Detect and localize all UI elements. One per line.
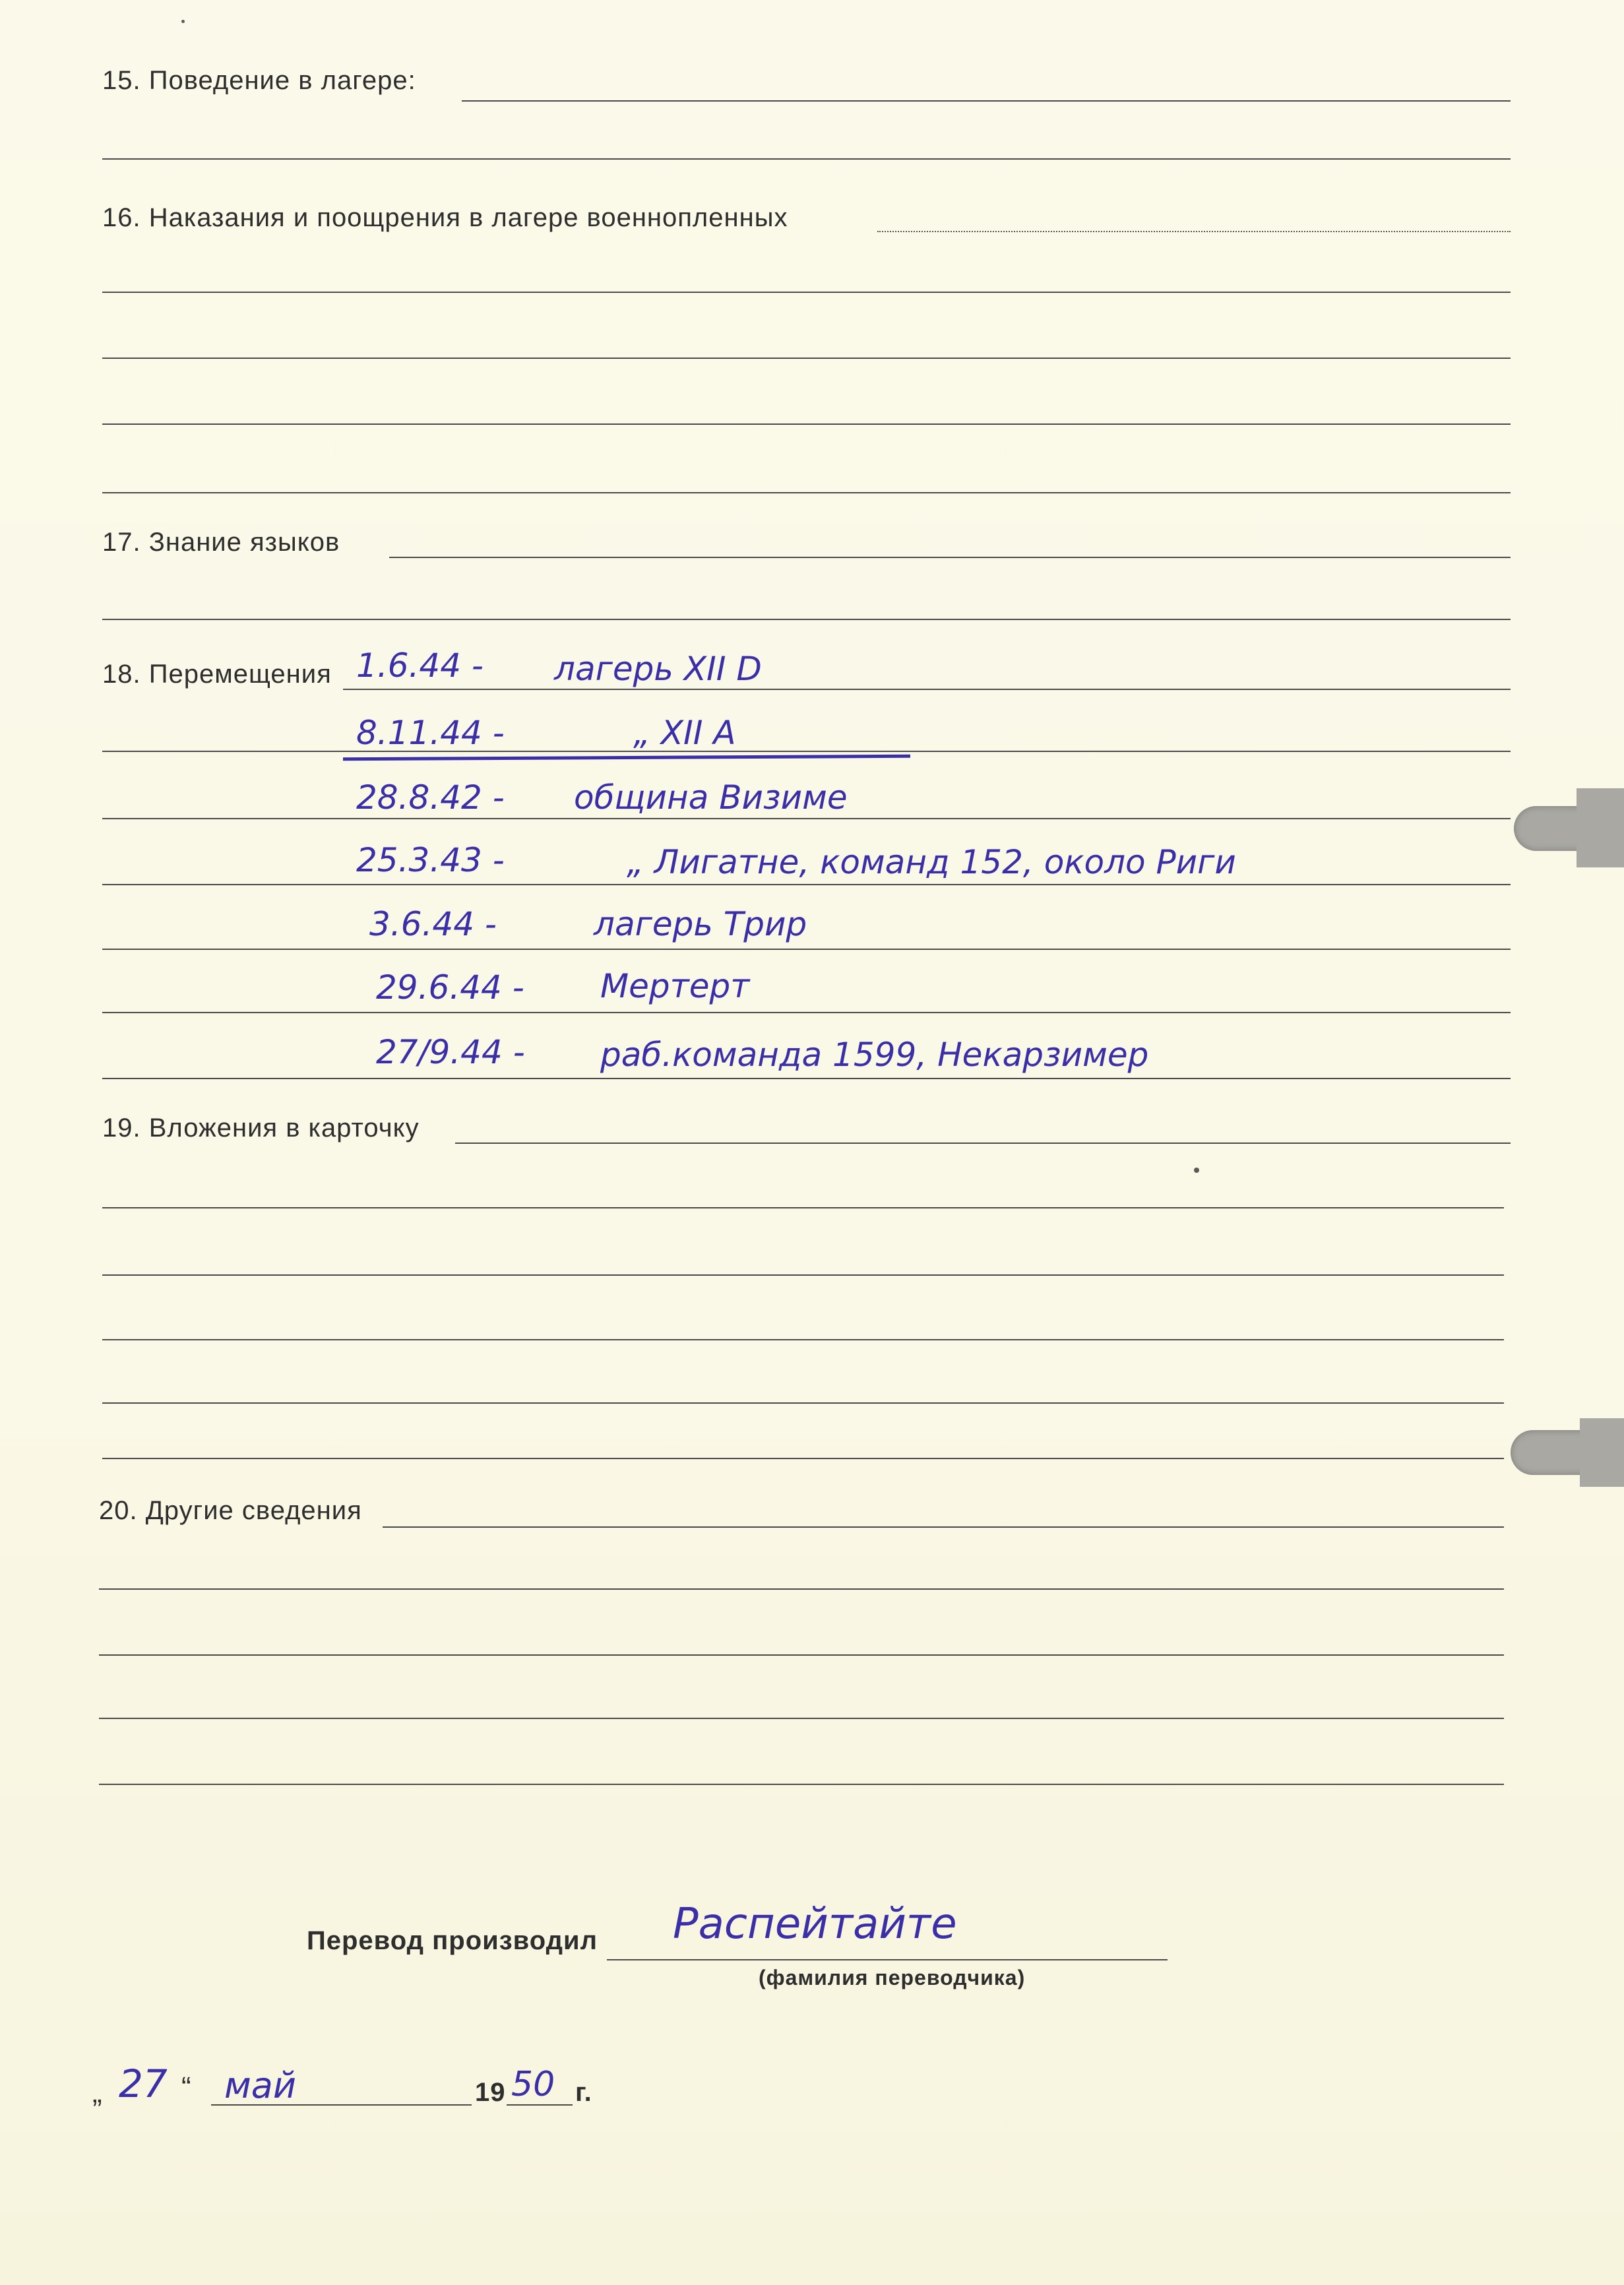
item-16-label: 16. Наказания и поощрения в лагере военнопленных (102, 203, 788, 232)
movement-6-text: Мертерт (600, 967, 750, 1005)
item-19-line-6 (102, 1458, 1504, 1459)
item-20-line-3 (99, 1654, 1504, 1656)
item-19-line-1 (455, 1142, 1511, 1144)
movement-3-date: 28.8.42 - (356, 778, 505, 817)
date-month: май (224, 2065, 296, 2106)
item-20-line-4 (99, 1718, 1504, 1719)
item-15-line-1 (462, 100, 1511, 102)
item-15-label: 15. Поведение в лагере: (102, 66, 416, 95)
item-15-line-2 (102, 158, 1511, 160)
item-18-line-5 (102, 949, 1511, 950)
date-day: 27 (119, 2061, 168, 2106)
item-18-label: 18. Перемещения (102, 660, 332, 689)
item-20-line-2 (99, 1588, 1504, 1590)
movement-7-date: 27/9.44 - (376, 1033, 525, 1071)
item-17-line-2 (102, 619, 1511, 620)
paper-edge-upper (1577, 788, 1624, 867)
date-year-prefix: 19 (475, 2078, 506, 2107)
movement-5-date: 3.6.44 - (369, 905, 497, 943)
item-16-line-3 (102, 358, 1511, 359)
item-18-line-3 (102, 818, 1511, 819)
movement-7-text: раб.команда 1599, Некарзимер (600, 1036, 1149, 1074)
translator-caption: (фамилия переводчика) (759, 1966, 1026, 1989)
movement-1-date: 1.6.44 - (356, 646, 484, 685)
paper-edge-lower (1580, 1418, 1624, 1487)
translator-signature-line (607, 1959, 1168, 1960)
movement-4-date: 25.3.43 - (356, 841, 505, 879)
item-20-label: 20. Другие сведения (99, 1496, 362, 1525)
item-19-line-2 (102, 1207, 1504, 1208)
item-20-line-1 (383, 1526, 1504, 1528)
item-16-line-2 (102, 292, 1511, 293)
translator-signature: Распейтайте (673, 1900, 957, 1949)
item-20-line-5 (99, 1784, 1504, 1785)
item-19-label: 19. Вложения в карточку (102, 1113, 420, 1142)
movement-6-date: 29.6.44 - (376, 968, 524, 1007)
movement-2-date: 8.11.44 - (356, 714, 505, 752)
item-19-line-3 (102, 1274, 1504, 1276)
movement-5-text: лагерь Трир (594, 905, 807, 943)
item-16-line-4 (102, 423, 1511, 425)
item-18-line-7 (102, 1078, 1511, 1079)
date-quote-open: „ (92, 2077, 103, 2109)
item-18-line-1 (343, 689, 1511, 690)
item-16-line-1 (877, 231, 1511, 232)
movement-3-text: община Визиме (574, 778, 848, 817)
movement-2-underline (343, 755, 910, 761)
date-year-line (507, 2104, 573, 2106)
date-quote-close: “ (181, 2071, 192, 2104)
date-year-suffix: г. (575, 2078, 592, 2107)
item-19-line-5 (102, 1402, 1504, 1404)
ink-speck (1194, 1168, 1199, 1173)
date-year-digits: 50 (511, 2065, 555, 2104)
item-18-line-2 (102, 751, 1511, 752)
item-17-line-1 (389, 557, 1511, 558)
item-18-line-6 (102, 1012, 1511, 1013)
item-18-line-4 (102, 884, 1511, 885)
item-17-label: 17. Знание языков (102, 528, 340, 557)
item-16-line-5 (102, 492, 1511, 493)
movement-4-text: „ Лигатне, команд 152, около Риги (627, 843, 1236, 881)
movement-1-text: лагерь XII D (554, 650, 762, 688)
translator-label: Перевод производил (307, 1926, 598, 1955)
movement-2-text: „ XII A (633, 714, 736, 752)
item-19-line-4 (102, 1339, 1504, 1340)
ink-speck (181, 20, 185, 23)
date-month-line (211, 2104, 472, 2106)
